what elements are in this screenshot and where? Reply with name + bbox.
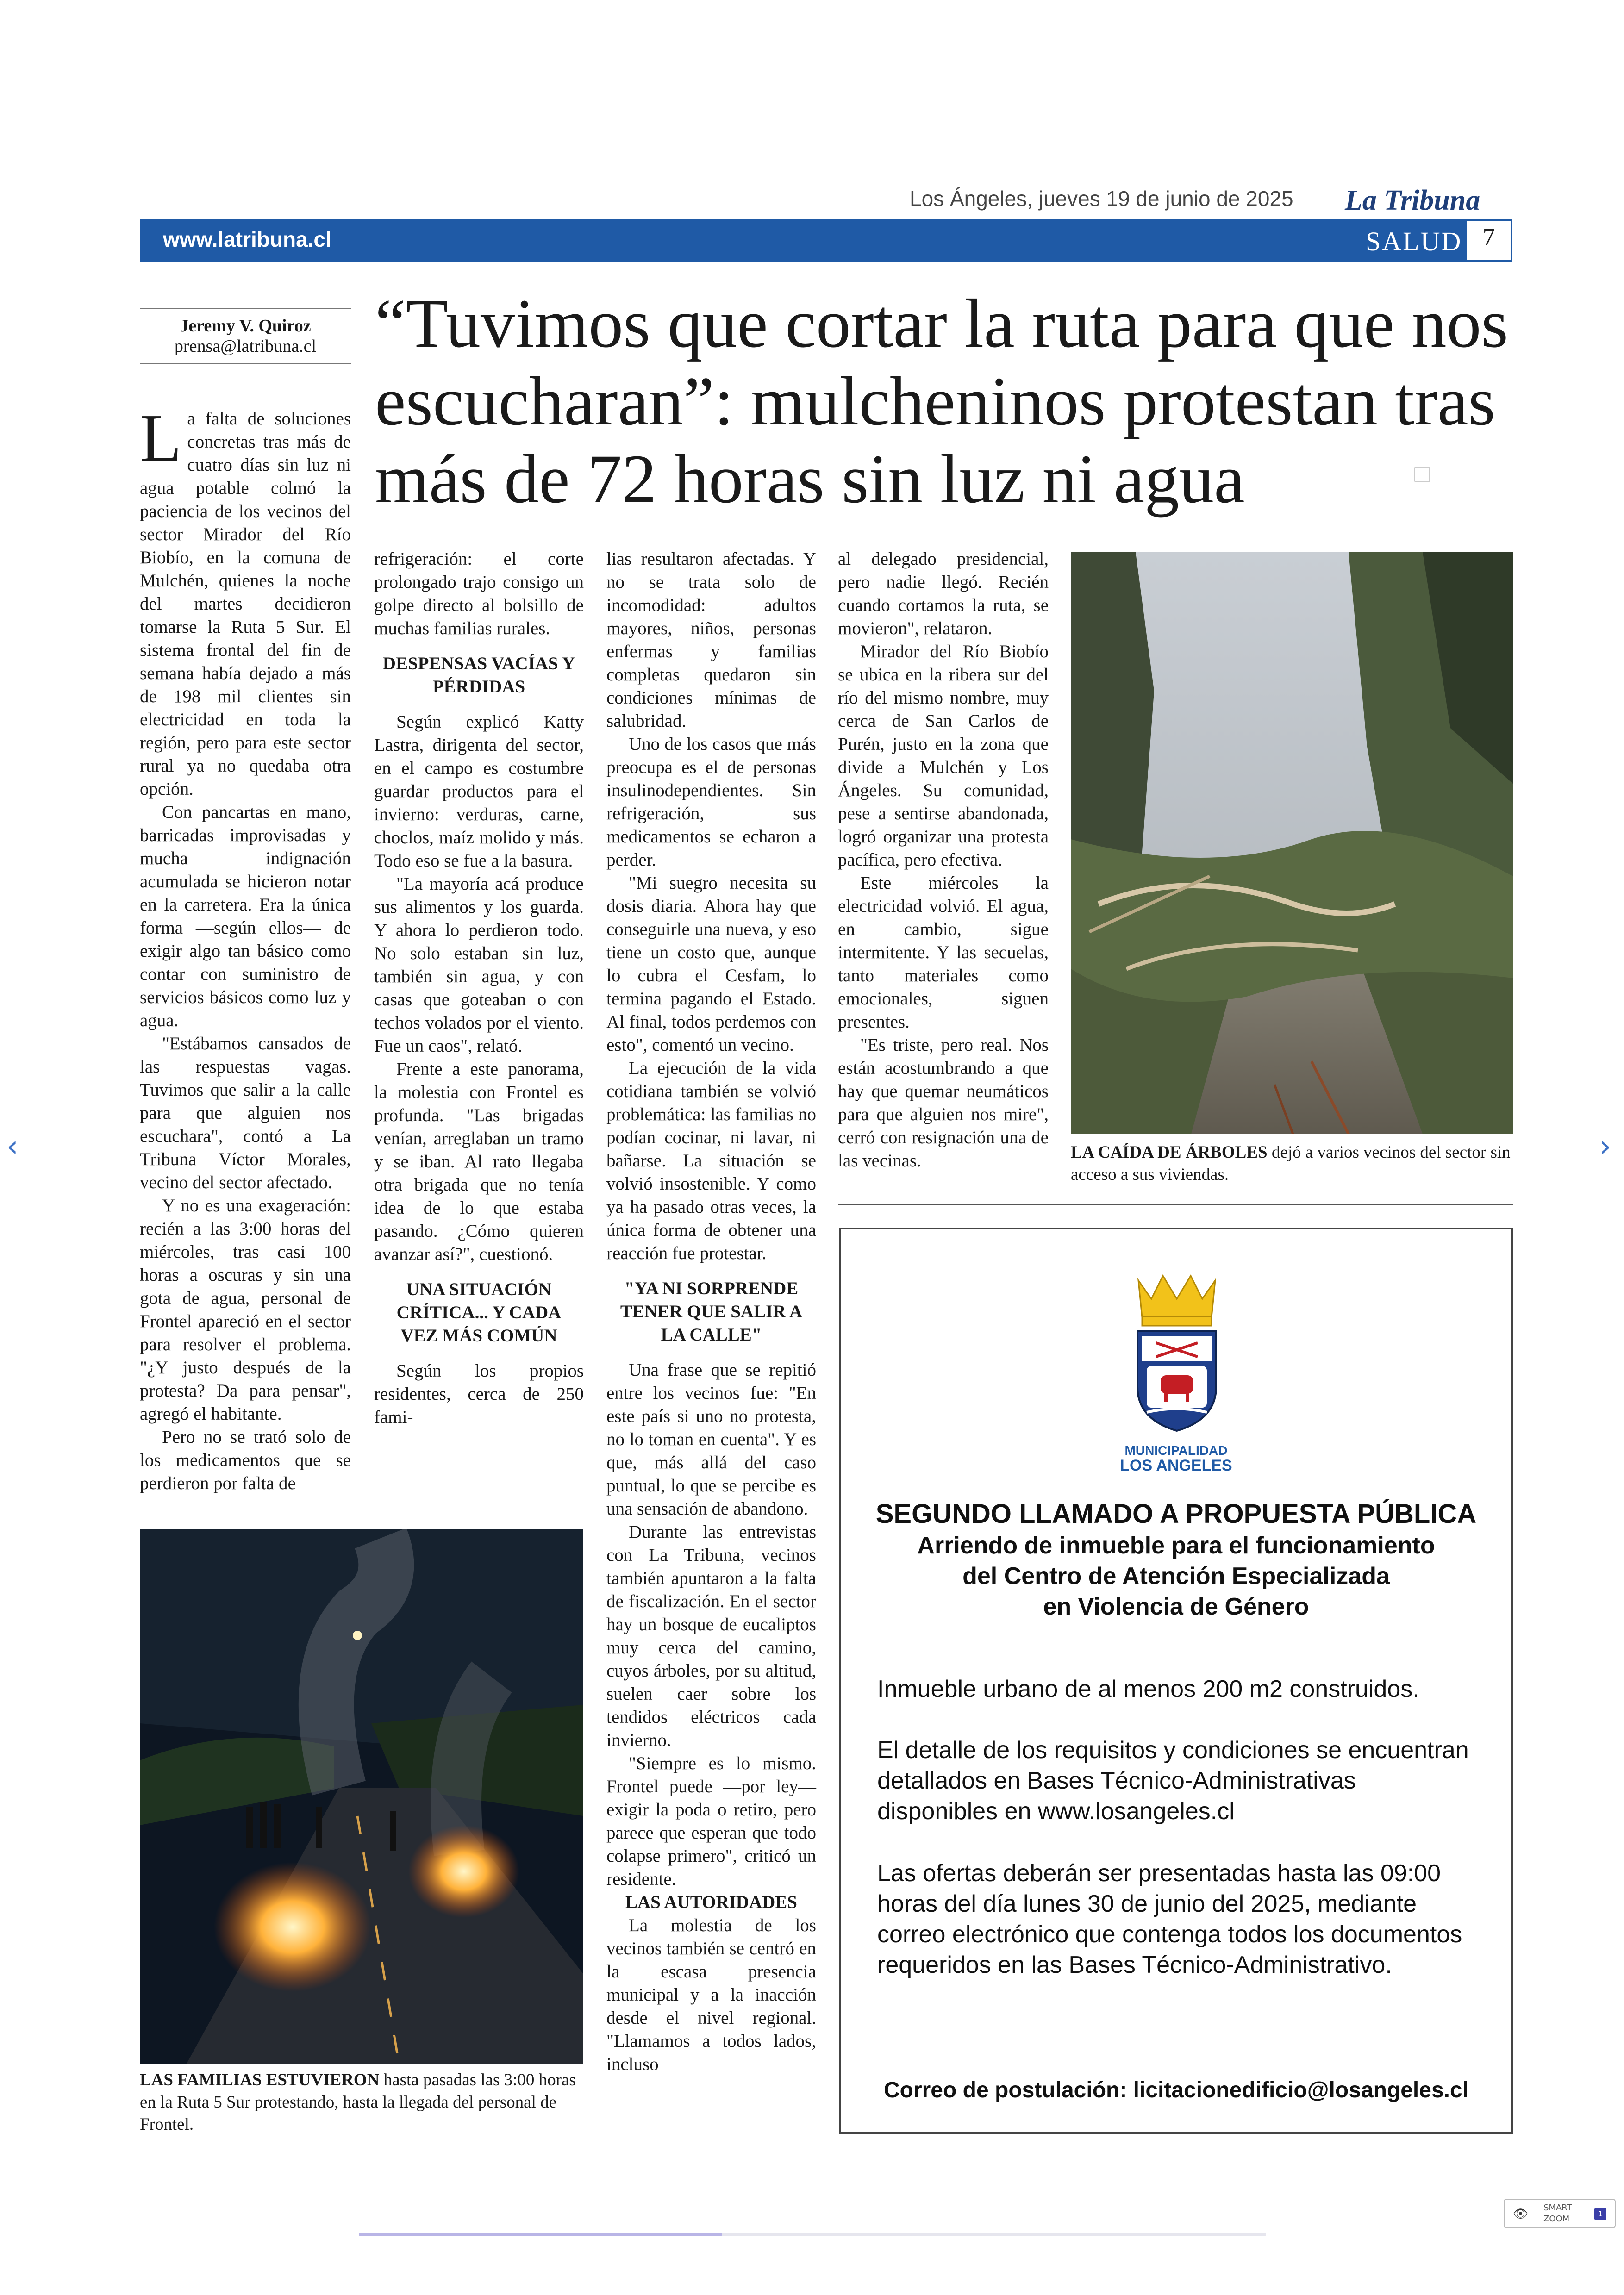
share-icon[interactable] [1414,467,1430,482]
paragraph: "Siempre es lo mismo. Frontel puede —por ley— exigir la poda o retiro, pero parece que esperan que todo colapse primero", criticó un residente. [606,1753,816,1889]
fallen-trees-photo [1071,552,1513,1134]
protest-fire-illustration [140,1529,583,2064]
trees-photo-caption: LA CAÍDA DE ÁRBOLES dejó a varios vecinos del sector sin acceso a sus viviendas. [1071,1143,1511,1184]
byline [140,308,351,364]
crest-icon [1128,1266,1225,1438]
ad-subtitle: Arriendo de inmueble para el funcionamiento del Centro de Atención Especializada en Violencia de Género [917,1532,1435,1620]
ad-body-deadline: Las ofertas deberán ser presentadas hasta las 09:00 horas del día lunes 30 de junio del 2025, mediante correo electrónico que contenga todos los documentos requeridos en las Bases Técnico-Administrativo. [877,1860,1462,1978]
paragraph: Según los propios residentes, cerca de 250 fami- [374,1361,584,1427]
paragraph: lias resultaron afectadas. Y no se trata solo de incomodidad: adultos mayores, niños, personas enfermas y familias completas quedaron sin condiciones mínimas de salubridad. [606,549,816,731]
section-bar [140,219,1512,262]
municipal-crest [1128,1266,1225,1438]
fallen-trees-illustration [1071,552,1513,1134]
previous-page-arrow[interactable]: ‹ [6,1129,19,1164]
scrollbar-thumb[interactable] [359,2233,722,2236]
author-email: prensa@latribuna.cl [174,337,317,356]
subheading: DESPENSAS VACÍAS Y PÉRDIDAS [382,654,575,697]
municipality-label: MUNICIPALIDAD LOS ANGELES [1120,1443,1232,1474]
paragraph: "Es triste, pero real. Nos están acostumbrando a que hay que quemar neumáticos para que alguien nos mire", cerró con resignación una de las vecinas. [838,1035,1049,1171]
ad-body-area: Inmueble urbano de al menos 200 m2 construidos. [877,1676,1419,1703]
eye-icon: 👁 [1513,2207,1529,2221]
paragraph: "Mi suegro necesita su dosis diaria. Ahora hay que conseguirle una nueva, y eso tiene un costo que, aunque lo cubra el Cesfam, lo termina pagando el Estado. Al final, todos perdemos con esto", comentó un vecino. [606,873,816,1055]
newspaper-logo: La Tribuna [1345,185,1480,216]
subheading: LAS AUTORIDADES [625,1892,797,1912]
ad-contact: Correo de postulación: licitacionedificio@losangeles.cl [883,2078,1469,2102]
paragraph: Con pancartas en mano, barricadas improvisadas y mucha indignación acumulada se hicieron notar en la carretera. Era la única forma —según ellos— de exigir algo tan básico como contar con suministro de servicios básicos como luz y agua. [140,802,351,1030]
paragraph: "Estábamos cansados de las respuestas vagas. Tuvimos que salir a la calle para que alguien nos escuchara", contó a La Tribuna Víctor Morales, vecino del sector afectado. [140,1034,351,1192]
municipal-advertisement [839,1228,1513,2134]
paragraph: Este miércoles la electricidad volvió. El agua, en cambio, sigue intermitente. Y las secuelas, tanto materiales como emocionales, siguen presentes. [838,873,1049,1032]
divider [838,1204,1513,1205]
zoom-count-badge: 1 [1594,2208,1606,2220]
paragraph: La falta de soluciones concretas tras más de cuatro días sin luz ni agua potable colmó la paciencia de los vecinos del sector Mirador del Río Biobío, en la comuna de Mulchén, quienes la noche del martes decidieron tomarse la Ruta 5 Sur. El sistema frontal del fin de semana había dejado a más de 198 mil clientes sin electricidad en toda la región, pero para este sector rural ya no quedaba otra opción. [140,400,351,799]
headline: “Tuvimos que cortar la ruta para que nos escucharan”: mulcheninos protestan tras más de 72 horas sin luz ni agua [375,285,1508,518]
protest-fire-photo [140,1529,583,2064]
page-number: 7 [1482,223,1495,251]
subheading: "YA NI SORPRENDE TENER QUE SALIR A LA CALLE" [620,1278,803,1345]
paragraph: "La mayoría acá produce sus alimentos y los guarda. Y ahora lo perdieron todo. No solo estaban sin luz, también sin agua, y con casas que goteaban o con techos volados por el viento. Fue un caos", relató. [374,874,584,1056]
ad-body-requirements: El detalle de los requisitos y condiciones se encuentran detallados en Bases Técnico-Administrativas disponibles en www.losangeles.cl [877,1737,1469,1825]
paragraph: al delegado presidencial, pero nadie llegó. Recién cuando cortamos la ruta, se movieron", relataron. [838,549,1049,638]
next-page-arrow[interactable]: › [1599,1129,1612,1164]
paragraph: La ejecución de la vida cotidiana también se volvió problemática: las familias no podían cocinar, ni lavar, ni bañarse. La situación se volvió insostenible. Y como ya ha pasado otras veces, la única forma de obtener una reacción fue protestar. [606,1058,816,1263]
paragraph: Según explicó Katty Lastra, dirigenta del sector, en el campo es costumbre guardar productos para el invierno: verduras, carne, choclos, maíz molido y más. Todo eso se fue a la basura. [374,712,584,871]
subheading: UNA SITUACIÓN CRÍTICA... Y CADA VEZ MÁS COMÚN [396,1279,562,1346]
ad-title: SEGUNDO LLAMADO A PROPUESTA PÚBLICA [875,1499,1477,1529]
article-column-2 [374,548,584,1429]
article-column-3 [606,548,816,2076]
paragraph: Uno de los casos que más preocupa es el de personas insulinodependientes. Sin refrigeración, sus medicamentos se echaron a perder. [606,734,816,870]
paragraph: La molestia de los vecinos también se centró en la escasa presencia municipal y a la inacción desde el nivel regional. "Llamamos a todos lados, incluso [606,1915,816,2074]
fire-photo-caption: LAS FAMILIAS ESTUVIERON hasta pasadas las 3:00 horas en la Ruta 5 Sur protestando, hasta la llegada del personal de Frontel. [140,2070,576,2134]
smart-zoom-button[interactable] [1504,2199,1616,2228]
article-column-4 [838,548,1049,1172]
paragraph: Durante las entrevistas con La Tribuna, vecinos también apuntaron a la falta de fiscalización. En el sector hay un bosque de eucaliptos muy cerca del camino, cuyos árboles, por su altitud, suelen caer sobre los tendidos eléctricos cada invierno. [606,1522,816,1750]
section-name: SALUD [1366,226,1462,256]
paragraph: Mirador del Río Biobío se ubica en la ribera sur del río del mismo nombre, muy cerca de San Carlos de Purén, justo en la zona que divide a Mulchén y Los Ángeles. Su comunidad, pese a sentirse abandonada, logró organizar una protesta pacífica, pero efectiva. [838,642,1049,870]
author-name: Jeremy V. Quiroz [180,316,311,336]
issue-date: Los Ángeles, jueves 19 de junio de 2025 [910,187,1293,211]
paragraph: Y no es una exageración: recién a las 3:00 horas del miércoles, tras casi 100 horas a oscuras y sin una gota de agua, personal de Frontel apareció en el sector para resolver el problema. "¿Y justo después de la protesta? Da para pensar", agregó el habitante. [140,1196,351,1424]
paragraph: Frente a este panorama, la molestia con Frontel es profunda. "Las brigadas venían, arreglaban un tramo y se iban. Al rato llegaba otra brigada que no tenía idea de lo que estaba pasando. ¿Cómo quieren avanzar así?", cuestionó. [374,1059,584,1264]
page-scrollbar[interactable] [359,2233,1266,2236]
drop-cap: L [140,400,182,476]
zoom-label: SMART ZOOM [1543,2203,1572,2224]
site-url[interactable]: www.latribuna.cl [163,227,331,251]
article-column-1 [140,400,351,1495]
paragraph: refrigeración: el corte prolongado trajo consigo un golpe directo al bolsillo de muchas familias rurales. [374,549,584,638]
paragraph: Pero no se trató solo de los medicamentos que se perdieron por falta de [140,1427,351,1493]
paragraph: Una frase que se repitió entre los vecinos fue: "En este país si uno no protesta, no lo toman en cuenta". Y es que, más allá del caso puntual, lo que se percibe es una sensación de abandono. [606,1360,816,1519]
